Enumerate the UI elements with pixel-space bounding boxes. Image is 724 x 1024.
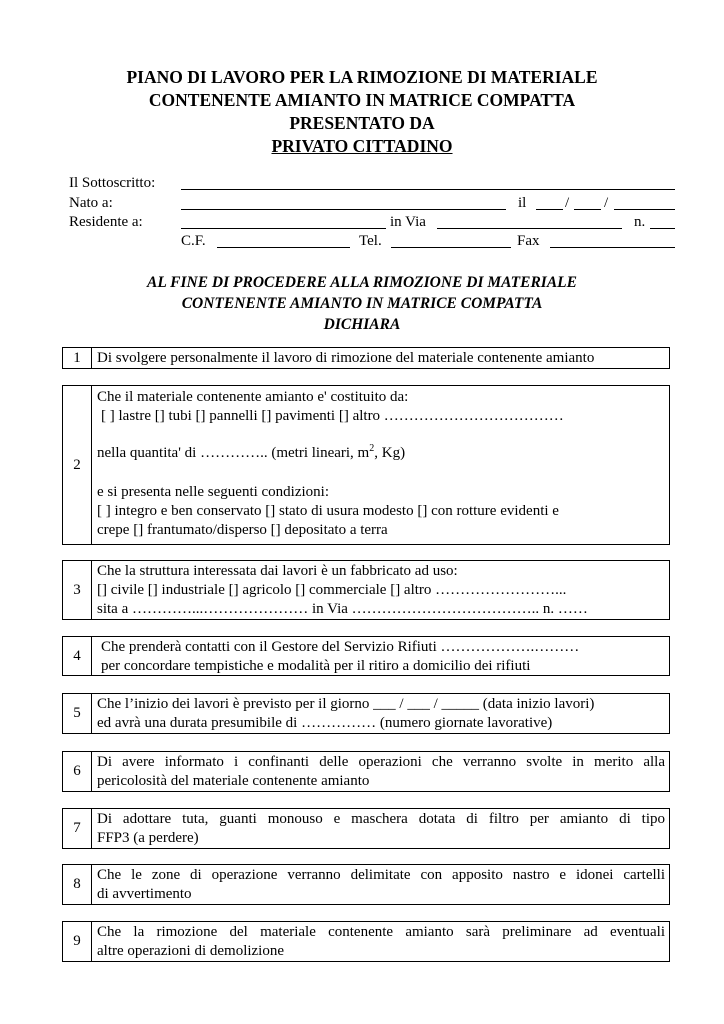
sottoscritto-row <box>69 174 679 194</box>
heading-line: DICHIARA <box>323 316 401 333</box>
item-text: per concordare tempistiche e modalità per il ritiro a domicilio dei rifiuti <box>101 658 531 674</box>
material-type-options[interactable]: [ ] lastre [] tubi [] pannelli [] pavimenti [] altro ……………………………… <box>101 408 564 424</box>
n-label: n. <box>634 214 646 230</box>
declaration-item <box>62 385 670 545</box>
item-text: Di avere informato i confinanti delle operazioni che verranno svolte in merito alla <box>97 754 665 770</box>
item-number: 3 <box>63 561 92 619</box>
item-text[interactable]: Che prenderà contatti con il Gestore del Servizio Rifiuti ……………….……… <box>101 639 580 655</box>
nato-field[interactable] <box>181 209 506 210</box>
item-number: 1 <box>63 348 92 368</box>
item-number: 5 <box>63 694 92 733</box>
item-text: Che le zone di operazione verranno delimitate con apposito nastro e idonei cartelli <box>97 867 665 883</box>
cf-label: C.F. <box>181 233 206 249</box>
fax-field[interactable] <box>550 247 675 248</box>
condition-options[interactable]: crepe [] frantumato/disperso [] depositato a terra <box>97 522 388 538</box>
in-via-label: in Via <box>390 214 426 230</box>
residente-row <box>69 213 679 233</box>
birth-day-field[interactable] <box>536 209 563 210</box>
tel-field[interactable] <box>391 247 511 248</box>
residente-field[interactable] <box>181 228 386 229</box>
birth-month-field[interactable] <box>574 209 601 210</box>
sottoscritto-field[interactable] <box>181 189 675 190</box>
item-text: Che la rimozione del materiale contenente amianto sarà preliminare ad eventuali <box>97 924 665 940</box>
il-label: il <box>518 195 527 211</box>
sottoscritto-label: Il Sottoscritto: <box>69 175 156 191</box>
condition-options[interactable]: [ ] integro e ben conservato [] stato di usura modesto [] con rotture evidenti e <box>97 503 559 519</box>
nato-row <box>69 194 679 214</box>
heading-line: AL FINE DI PROCEDERE ALLA RIMOZIONE DI MATERIALE <box>147 274 577 291</box>
title-line-underlined: PRIVATO CITTADINO <box>271 136 453 156</box>
item-number: 2 <box>63 386 92 544</box>
start-date-line[interactable]: Che l’inizio dei lavori è previsto per il giorno ___ / ___ / _____ (data inizio lavori) <box>97 696 595 712</box>
declaration-item <box>62 560 670 620</box>
title-line: PRESENTATO DA <box>289 113 435 133</box>
quantity-units: , Kg) <box>374 445 406 461</box>
declaration-item <box>62 921 670 962</box>
item-text: pericolosità del materiale contenente amianto <box>97 773 370 789</box>
item-number: 6 <box>63 752 92 791</box>
title-line: CONTENENTE AMIANTO IN MATRICE COMPATTA <box>148 90 576 110</box>
birth-year-field[interactable] <box>614 209 675 210</box>
item-text: Di svolgere personalmente il lavoro di rimozione del materiale contenente amianto <box>97 350 595 366</box>
declaration-heading <box>0 272 724 335</box>
nato-label: Nato a: <box>69 195 113 211</box>
superscript: 2 <box>369 443 375 454</box>
heading-line: CONTENENTE AMIANTO IN MATRICE COMPATTA <box>181 295 543 312</box>
duration-line[interactable]: ed avrà una durata presumibile di …………… (numero giornate lavorative) <box>97 715 553 731</box>
item-number: 7 <box>63 809 92 848</box>
item-text: FFP3 (a perdere) <box>97 830 199 846</box>
residente-label: Residente a: <box>69 214 143 230</box>
civic-number-field[interactable] <box>650 228 675 229</box>
item-text: di avvertimento <box>97 886 192 902</box>
date-slash: / <box>604 195 609 211</box>
declaration-item <box>62 751 670 792</box>
item-number: 4 <box>63 637 92 675</box>
declaration-item <box>62 808 670 849</box>
item-text: Di adottare tuta, guanti monouso e maschera dotata di filtro per amianto di tipo <box>97 811 665 827</box>
cf-field[interactable] <box>217 247 350 248</box>
declaration-item <box>62 347 670 369</box>
date-slash: / <box>565 195 570 211</box>
item-text: Che la struttura interessata dai lavori è un fabbricato ad uso: <box>97 563 458 579</box>
declaration-item <box>62 636 670 676</box>
contacts-row <box>69 232 679 252</box>
via-field[interactable] <box>437 228 622 229</box>
item-text: e si presenta nelle seguenti condizioni: <box>97 484 330 500</box>
title-line: PIANO DI LAVORO PER LA RIMOZIONE DI MATERIALE <box>126 67 598 87</box>
declaration-item <box>62 693 670 734</box>
declaration-item <box>62 864 670 905</box>
item-number: 9 <box>63 922 92 961</box>
item-text: altre operazioni di demolizione <box>97 943 285 959</box>
item-number: 8 <box>63 865 92 904</box>
building-use-options[interactable]: [] civile [] industriale [] agricolo [] commerciale [] altro ……………………... <box>97 582 567 598</box>
document-title <box>0 66 724 158</box>
item-text: Che il materiale contenente amianto e' costituito da: <box>97 389 409 405</box>
quantity-text: nella quantita' di ………….. (metri lineari, m <box>97 445 370 461</box>
quantity-line[interactable] <box>97 444 665 463</box>
building-address-line[interactable]: sita a …………...………………… in Via ……………………………….. n. …… <box>97 601 588 617</box>
fax-label: Fax <box>517 233 540 249</box>
tel-label: Tel. <box>359 233 382 249</box>
